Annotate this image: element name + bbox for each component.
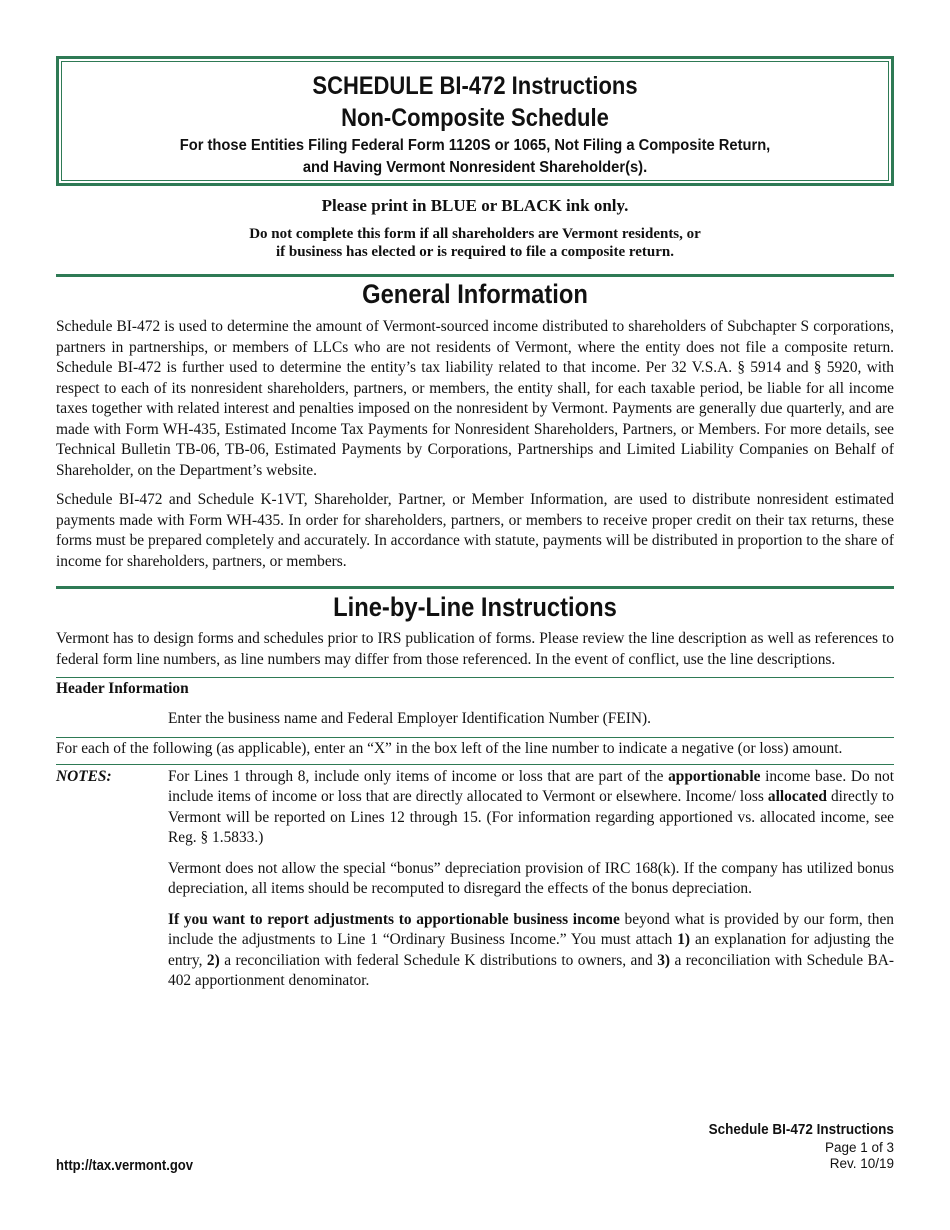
instructions-page — [56, 56, 894, 992]
document-description-1: For those Entities Filing Federal Form 1120S or 1065, Not Filing a Composite Return, — [179, 137, 771, 154]
divider — [56, 677, 894, 678]
document-title: SCHEDULE BI-472 Instructions — [312, 72, 638, 100]
document-subtitle: Non-Composite Schedule — [341, 104, 609, 132]
note-adjustments: If you want to report adjustments to apportionable business income beyond what is provided by our form, then include the adjustments to Line 1 “Ordinary Business Income.” You must attach 1) an explanation for adjusting the entry, 2) a reconciliation with federal Schedule K distributions to owners, and 3) a reconciliation with Schedule BA-402 apportionment denominator. — [168, 910, 895, 989]
do-not-complete-note-2: if business has elected or is required to file a composite return. — [275, 244, 675, 260]
line-by-line-heading: Line-by-Line Instructions — [333, 592, 617, 622]
do-not-complete-note-1: Do not complete this form if all shareholders are Vermont residents, or — [249, 226, 701, 242]
footer-page-number: Page 1 of 3 — [824, 1140, 894, 1155]
print-ink-note: Please print in BLUE or BLACK ink only. — [321, 196, 629, 215]
note-apportionable: For Lines 1 through 8, include only items of income or loss that are part of the apportionable income base. Do not include items of income or loss that are directly allocated to Vermont or elsewhere. Income/ loss allocated directly to Vermont will be reported on Lines 12 through 15. (For information regarding apportioned vs. allocated income, see Reg. § 1.5833.) — [168, 767, 894, 846]
header-information-label: Header Information — [56, 680, 189, 697]
general-paragraph-2: Schedule BI-472 and Schedule K-1VT, Shareholder, Partner, or Member Information, are used to distribute nonresident estimated payments made with Form WH-435. In order for shareholders, partners, or members to receive proper credit on their tax returns, these forms must be prepared completely and accurately. In accordance with statute, payments will be distributed in proportion to the share of income for shareholders, partners, or members. — [56, 491, 894, 570]
footer-form-name: Schedule BI-472 Instructions — [708, 1121, 894, 1138]
footer-revision: Rev. 10/19 — [829, 1156, 894, 1171]
divider — [56, 764, 894, 765]
note-bonus-depreciation: Vermont does not allow the special “bonus” depreciation provision of IRC 168(k). If the company has utilized bonus depreciation, all items should be recomputed to disregard the effects of the bonus depreciation. — [168, 859, 894, 897]
title-box — [56, 56, 894, 186]
footer-form-info — [688, 1120, 894, 1172]
general-paragraph-1: Schedule BI-472 is used to determine the amount of Vermont-sourced income distributed to shareholders of Subchapter S corporations, partners in partnerships, or members of LLCs who are not residents of Vermont, where the entity does not file a composite return. Schedule BI-472 is further used to determine the entity’s tax liability related to that income. Per 32 V.S.A. § 5914 and § 5920, with respect to each of its nonresident shareholders, partners, or members, the entity shall, for each taxable period, be liable for all income taxes together with related interest and penalties imposed on the nonresident by Vermont. Payments are generally due quarterly, and are made with Form WH-435, Estimated Income Tax Payments for Nonresident Shareholders, Partners, or Members. For more details, see Technical Bulletin TB-06, TB-06, Estimated Payments by Corporations, Partnerships and Limited Liability Companies on Behalf of Shareholder, on the Department’s website. — [56, 318, 894, 479]
footer-website-link[interactable]: http://tax.vermont.gov — [56, 1158, 194, 1174]
divider — [56, 737, 894, 738]
negative-amount-instruction: For each of the following (as applicable), enter an “X” in the box left of the line number to indicate a negative (or loss) amount. — [56, 740, 843, 757]
section-divider — [56, 586, 894, 589]
document-description-2: and Having Vermont Nonresident Shareholder(s). — [302, 159, 648, 176]
notes-label: NOTES: — [56, 767, 112, 785]
line-by-line-intro: Vermont has to design forms and schedules prior to IRS publication of forms. Please review the line description as well as references to federal form line numbers, as line numbers may differ from those referenced. In the event of conflict, use the line descriptions. — [56, 630, 894, 668]
header-information-text: Enter the business name and Federal Employer Identification Number (FEIN). — [168, 709, 651, 727]
general-information-heading: General Information — [362, 279, 588, 309]
